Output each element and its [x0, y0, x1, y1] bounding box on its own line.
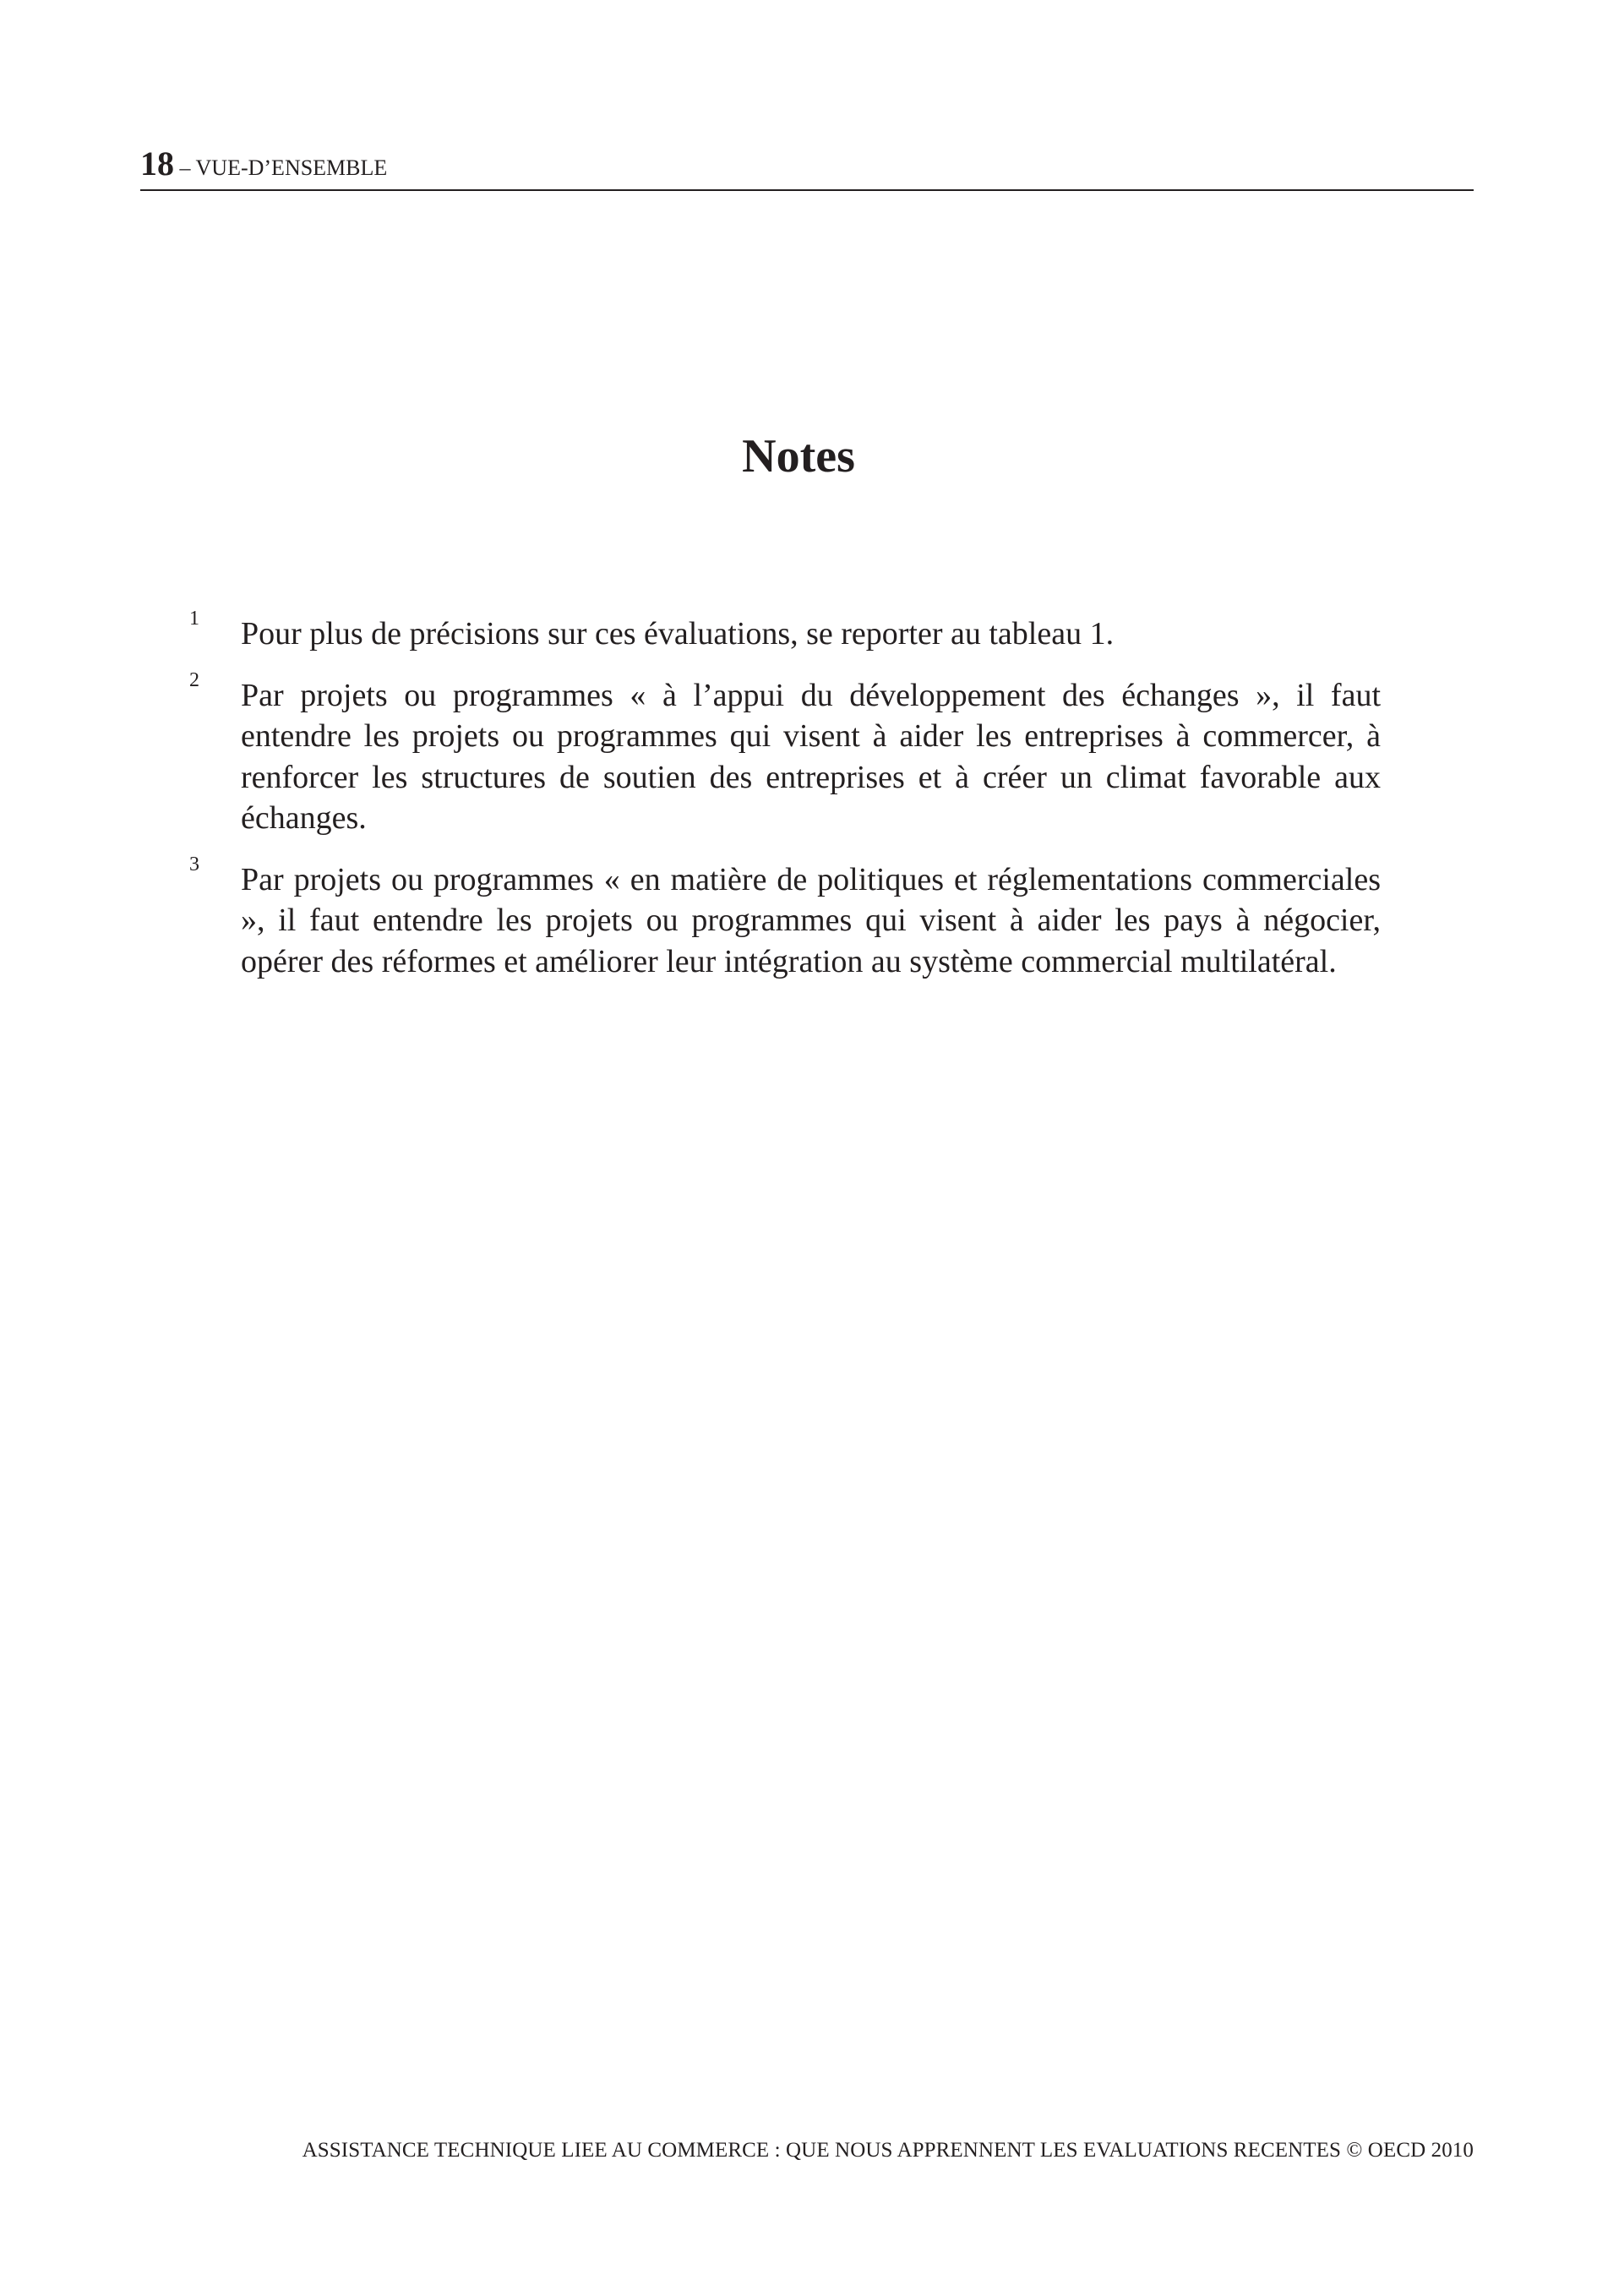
note-item [188, 853, 1381, 983]
note-text: Par projets ou programmes « en matière de politiques et réglementations commerciales », il faut entendre les projets ou programmes qui visent à aider les pays à négocier, opérer des réformes et améliorer leur intégration au système commercial multilatéral. [241, 861, 1381, 979]
note-item [188, 668, 1381, 839]
note-text: Par projets ou programmes « à l’appui du développement des échanges », il faut entendre les projets ou programmes qui visent à aider les entreprises à commercer, à renforcer les structures de soutien des entreprises et à créer un climat favorable aux échanges. [241, 677, 1381, 836]
running-title: – VUE-D’ENSEMBLE [174, 155, 388, 180]
notes-title: Notes [742, 430, 855, 483]
page-number: 18 [140, 145, 174, 183]
note-number: 2 [189, 668, 199, 691]
note-item [188, 608, 1381, 655]
notes-list [188, 608, 1381, 1002]
page-footer: ASSISTANCE TECHNIQUE LIEE AU COMMERCE : QUE NOUS APPRENNENT LES EVALUATIONS RECENTES © OECD 2010 [302, 2139, 1474, 2162]
note-text: Pour plus de précisions sur ces évaluations, se reporter au tableau 1. [241, 616, 1115, 652]
note-number: 3 [189, 853, 199, 875]
header-text [140, 147, 387, 181]
page-header [140, 142, 1474, 191]
note-number: 1 [189, 608, 199, 630]
